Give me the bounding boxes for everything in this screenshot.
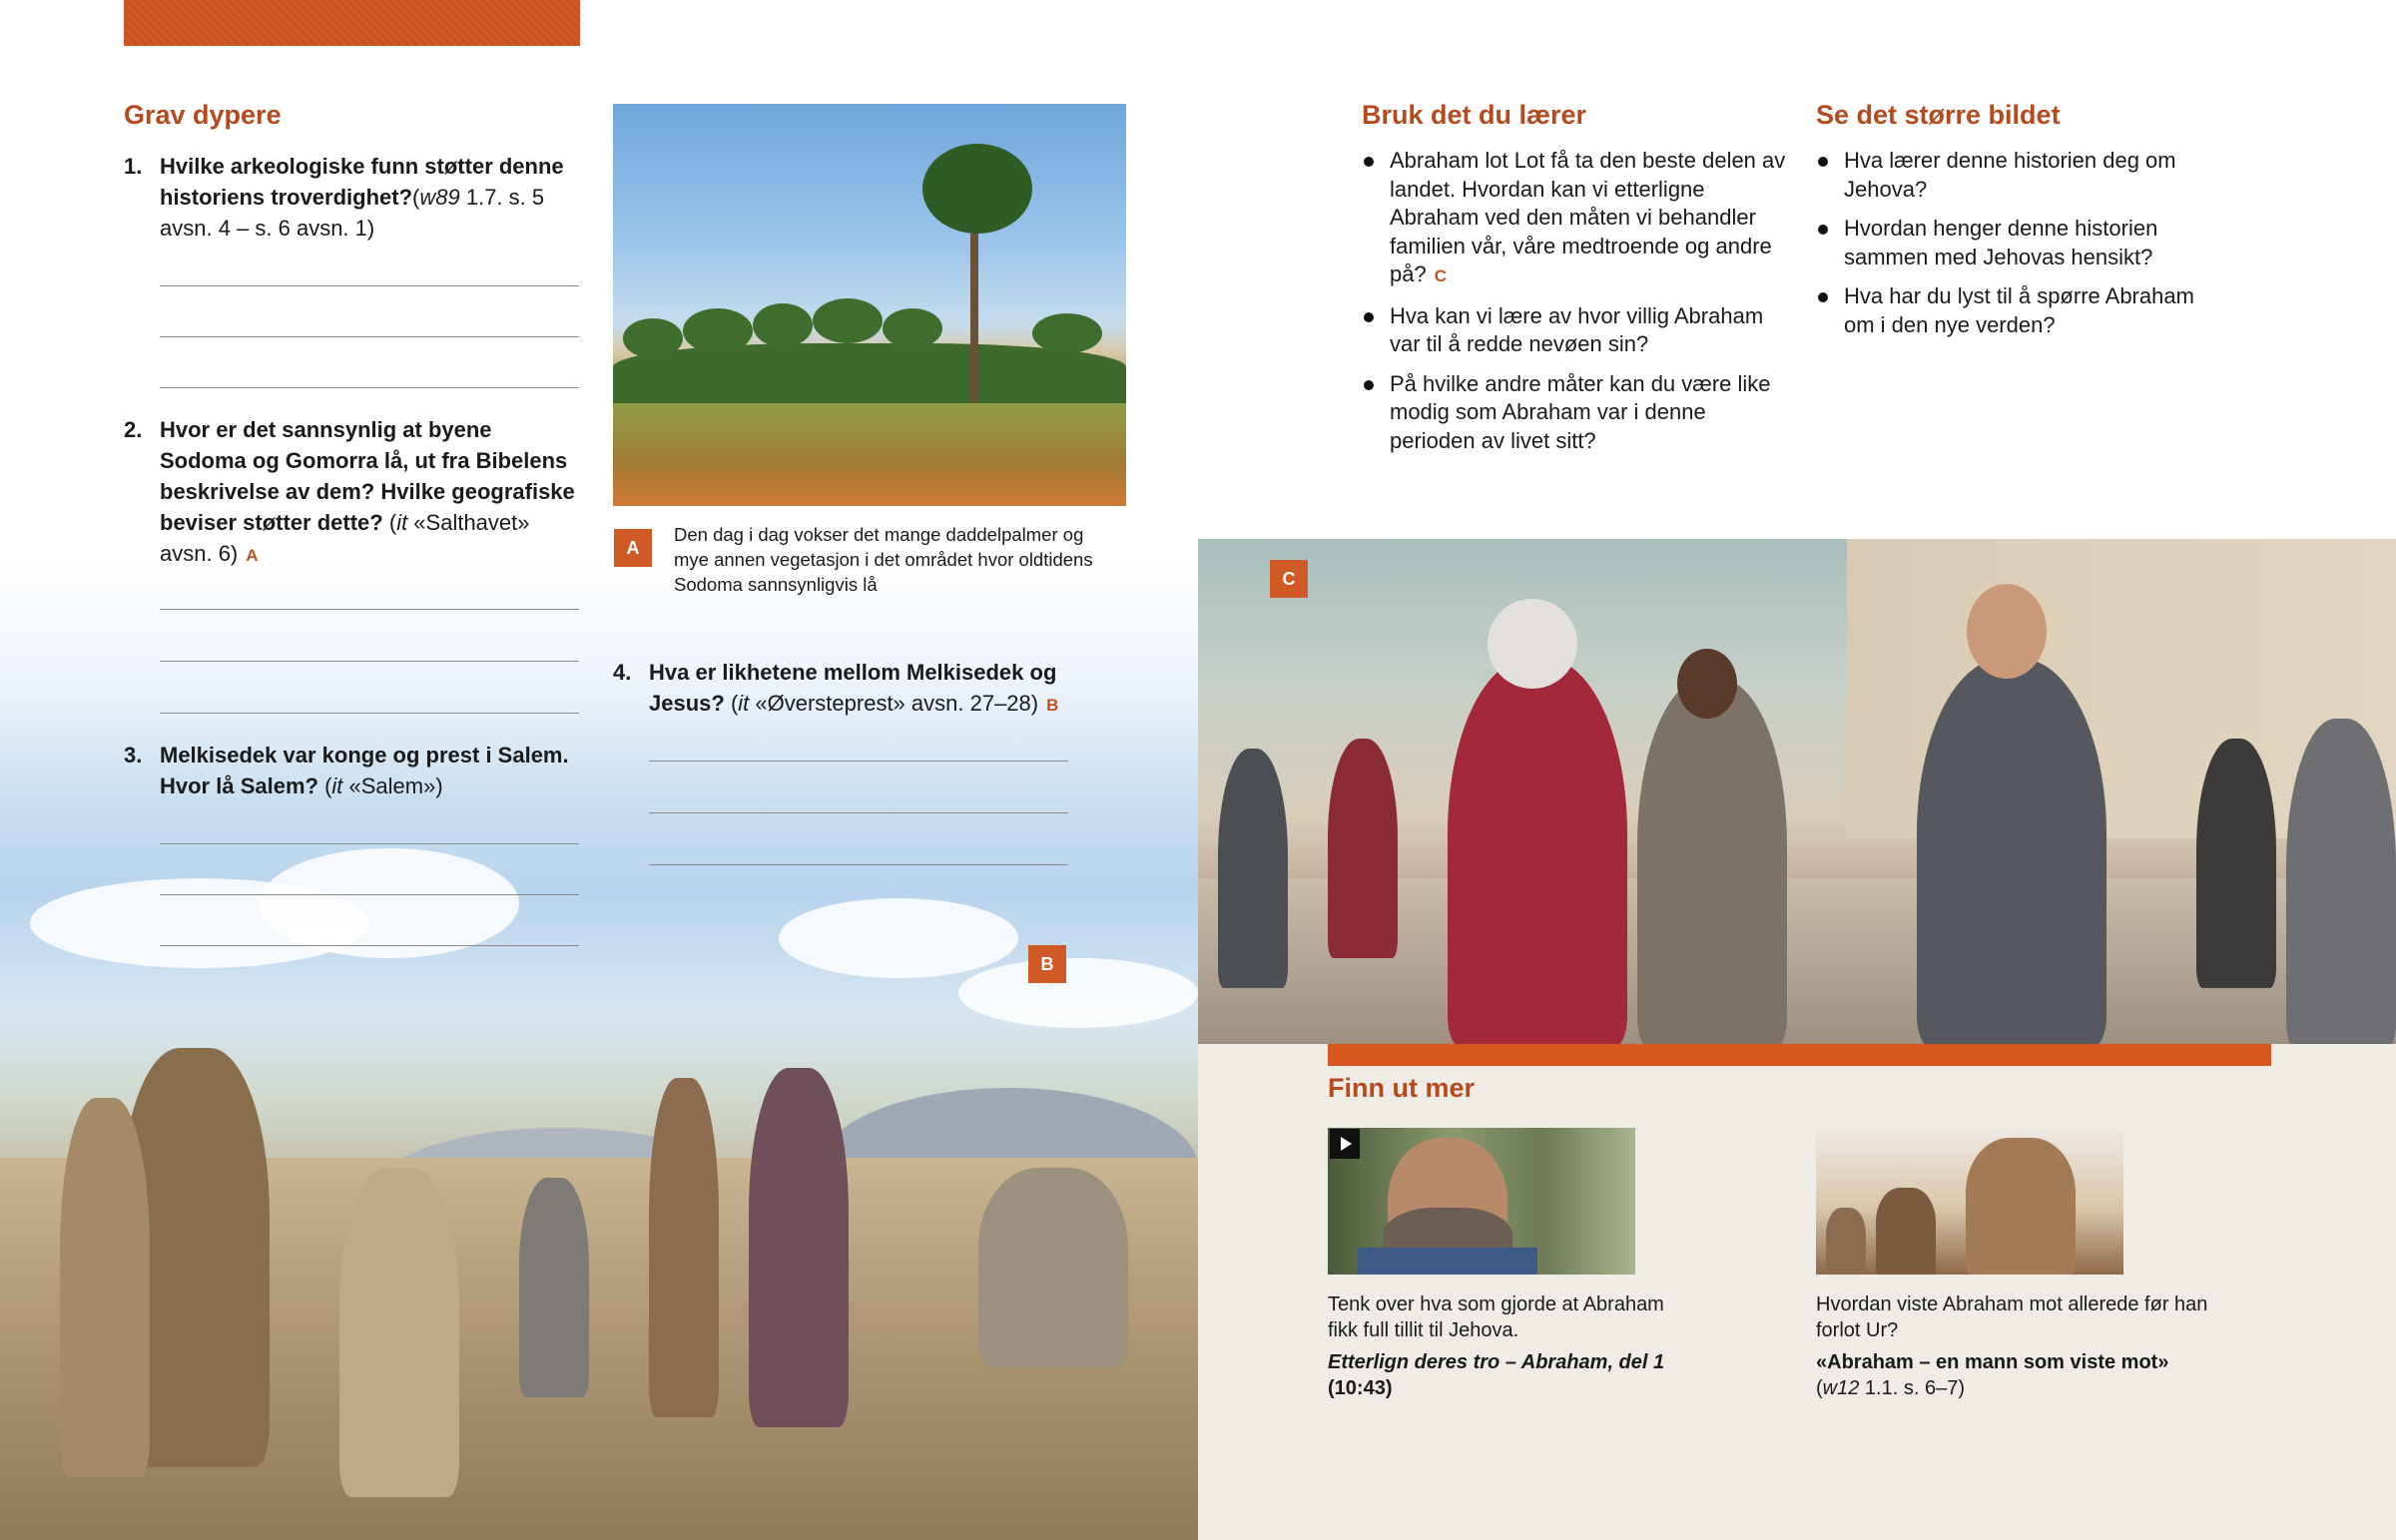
list-item: Hva kan vi lære av hvor villig Abraham var til å redde nevøen sin? <box>1362 302 1791 359</box>
answer-line[interactable] <box>649 864 1068 865</box>
list-item: Abraham lot Lot få ta den beste delen av landet. Hvordan kan vi etterligne Abraham ved den måten vi behandler familien vår, våre medtroende og andre på? C <box>1362 147 1791 291</box>
video-title[interactable]: Etterlign deres tro – Abraham, del 1 <box>1328 1351 1665 1373</box>
header-band <box>124 0 580 46</box>
question-number: 2. <box>124 417 143 442</box>
video-description: Tenk over hva som gjorde at Abraham fikk full tillit til Jehova. <box>1328 1293 1664 1341</box>
reference-abbr: w89 <box>419 185 460 210</box>
answer-line[interactable] <box>649 812 1068 813</box>
video-thumbnail[interactable] <box>1328 1128 1635 1275</box>
reference-abbr: it <box>396 510 408 535</box>
reference: 1.7. s. 5 avsn. 4 – s. 6 avsn. 1) <box>160 185 545 241</box>
answer-line[interactable] <box>160 945 579 946</box>
question-text: Hvilke arkeologiske funn støtter denne historiens troverdighet? <box>160 154 564 210</box>
article-description: Hvordan viste Abraham mot allerede før han forlot Ur? <box>1816 1293 2208 1341</box>
section-title-dig-deeper: Grav dypere <box>124 100 282 130</box>
badge-c: C <box>1270 560 1308 598</box>
reference: «Salthavet» avsn. 6) <box>160 510 530 566</box>
answer-line[interactable] <box>160 713 579 714</box>
answer-line[interactable] <box>160 843 579 844</box>
question-3: 3. Melkisedek var konge og prest i Salem. Hvor lå Salem? (it «Salem») <box>124 740 583 801</box>
question-number: 3. <box>124 743 143 768</box>
reference: «Salem») <box>342 773 443 798</box>
picture-tag-c[interactable]: C <box>1434 266 1447 286</box>
answer-line[interactable] <box>160 609 579 610</box>
badge-b: B <box>1028 945 1066 983</box>
list-item: Hva har du lyst til å spørre Abraham om i den nye verden? <box>1816 282 2215 339</box>
learn-more-header <box>1328 1072 1827 1104</box>
answer-line[interactable] <box>160 894 579 895</box>
play-icon[interactable] <box>1330 1129 1360 1159</box>
answer-line[interactable] <box>160 387 579 388</box>
bigger-picture-section <box>1816 99 2215 350</box>
question-1: 1. Hvilke arkeologiske funn støtter denne historiens troverdighet?(w89 1.7. s. 5 avsn. 4 – s. 6 avsn. 1) <box>124 151 583 244</box>
article-thumbnail[interactable] <box>1816 1128 2123 1275</box>
section-title-bigger-picture: Se det større bildet <box>1816 100 2061 130</box>
picture-tag-a[interactable]: A <box>246 546 259 565</box>
video-duration: (10:43) <box>1328 1377 1393 1399</box>
reference-abbr: it <box>738 691 750 716</box>
question-text: Melkisedek var konge og prest i Salem. Hvor lå Salem? <box>160 743 569 798</box>
picture-tag-b[interactable]: B <box>1046 696 1059 715</box>
badge-a: A <box>614 529 652 567</box>
list-item: Hva lærer denne historien deg om Jehova? <box>1816 147 2215 204</box>
answer-line[interactable] <box>160 336 579 337</box>
list-item: På hvilke andre måter kan du være like modig som Abraham var i denne perioden av livet sitt? <box>1362 370 1791 456</box>
apply-list <box>1362 147 1791 455</box>
bigger-picture-list <box>1816 147 2215 339</box>
learn-more-bar <box>1328 1044 2271 1066</box>
reference: «Øversteprest» avsn. 27–28) <box>749 691 1039 716</box>
photo-date-palms <box>613 104 1126 506</box>
question-number: 4. <box>613 660 632 685</box>
question-text: Hvor er det sannsynlig at byene Sodoma og Gomorra lå, ut fra Bibelens beskrivelse av dem? Hvilke geografiske beviser støtter dette? <box>160 417 575 535</box>
section-title-apply: Bruk det du lærer <box>1362 100 1587 130</box>
answer-line[interactable] <box>649 761 1068 762</box>
reference-abbr: it <box>331 773 343 798</box>
video-link[interactable] <box>1328 1349 1697 1401</box>
question-4: 4. Hva er likhetene mellom Melkisedek og Jesus? (it «Øversteprest» avsn. 27–28) B <box>613 657 1082 721</box>
section-title-learn-more: Finn ut mer <box>1328 1073 1475 1103</box>
photo-congregation <box>1198 539 2396 1044</box>
answer-line[interactable] <box>160 661 579 662</box>
article-reference: (w12 1.1. s. 6–7) <box>1816 1377 1965 1399</box>
question-2: 2. Hvor er det sannsynlig at byene Sodoma og Gomorra lå, ut fra Bibelens beskrivelse av dem? Hvilke geografiske beviser støtter dette? (it «Salthavet» avsn. 6) A <box>124 414 583 571</box>
dig-deeper-section <box>124 99 583 131</box>
list-item: Hvordan henger denne historien sammen med Jehovas hensikt? <box>1816 215 2215 271</box>
photo-a-caption: Den dag i dag vokser det mange daddelpalmer og mye annen vegetasjon i det området hvor oldtidens Sodoma sannsynligvis lå <box>674 524 1093 595</box>
question-number: 1. <box>124 154 143 179</box>
question-text: Hva er likhetene mellom Melkisedek og Jesus? <box>649 660 1057 716</box>
apply-section <box>1362 99 1791 466</box>
answer-line[interactable] <box>160 285 579 286</box>
article-link[interactable]: «Abraham – en mann som viste mot» <box>1816 1351 2169 1373</box>
